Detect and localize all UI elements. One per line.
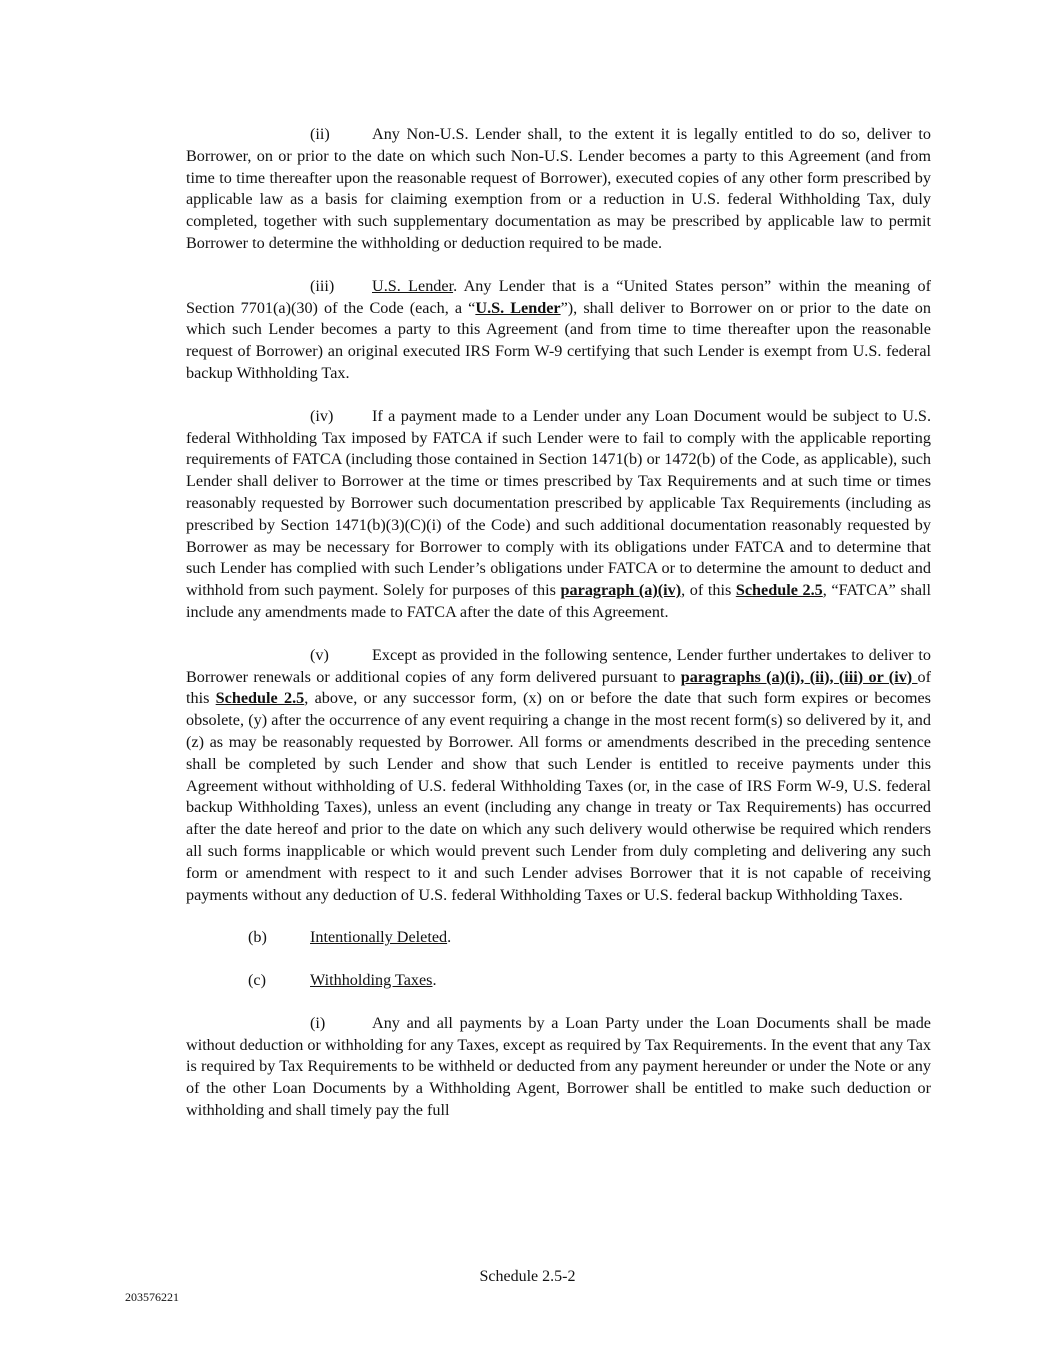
paragraph-a-v (186, 645, 931, 907)
clause-number: (c) (248, 971, 266, 990)
clause-text: ”), shall deliver to Borrower on or prior to the date on which such Lender becomes a party to this Agreement (and from time to time thereafter upon the reasonable request of Borrower) an original executed IRS Form W-9 certifying that such Lender is exempt from U.S. federal backup Withholding Tax. (186, 298, 931, 382)
clause-text: , “FATCA” shall include any amendments made to FATCA after the date of this Agreement. (186, 581, 932, 621)
clause-text: Any and all payments by a Loan Party under the Loan Documents shall be made without deduction or withholding for any Taxes, except as required by Tax Requirements. In the event that any Tax is required by Tax Requirements to be withheld or deducted from any payment hereunder or under the Note or any of the other Loan Documents by a Withholding Agent, Borrower shall be entitled to make such deduction or withholding and shall timely pay the full (186, 1013, 931, 1120)
clause-text: . Any Lender that is a “United States person” within the meaning of Section 7701(a)(30) of the Code (each, a “ (186, 276, 931, 317)
page-footer-label: Schedule 2.5-2 (479, 1268, 576, 1285)
clause-number: (v) (310, 645, 329, 664)
paragraph-a-iv (186, 406, 931, 624)
cross-reference: Schedule 2.5 (735, 581, 823, 600)
clause-text: Except as provided in the following sentence, Lender further undertakes to deliver to Borrower renewals or additional copies of any form delivered pursuant to (186, 645, 931, 686)
clause-heading: U.S. Lender (372, 276, 454, 295)
clause-heading: Intentionally Deleted (310, 928, 448, 947)
paragraph-b (248, 927, 931, 949)
document-body (186, 124, 931, 1143)
clause-text: of this (186, 667, 931, 708)
clause-text: . (432, 971, 437, 990)
clause-text: Any Non-U.S. Lender shall, to the extent it is legally entitled to do so, deliver to Borrower, on or prior to the date on which such Non-U.S. Lender becomes a party to this Agreement (and from time to time thereafter upon the reasonable request of Borrower), executed copies of any other form prescribed by applicable law as a basis for claiming exemption from or a reduction in U.S. federal Withholding Tax, duly completed, together with such supplementary documentation as may be prescribed by applicable law to permit Borrower to determine the withholding or deduction required to be made. (186, 125, 931, 252)
clause-text: If a payment made to a Lender under any Loan Document would be subject to U.S. federal Withholding Tax imposed by FATCA if such Lender were to fail to comply with the applicable reporting requirements of FATCA (including those contained in Section 1471(b) or 1472(b) of the Code, as applicable), such Lender shall deliver to Borrower at the time or times prescribed by Tax Requirements and at such time or times reasonably requested by Borrower such documentation prescribed by applicable Tax Requirements (including as prescribed by Section 1471(b)(3)(C)(i) of the Code) and such additional documentation reasonably requested by Borrower as may be necessary for Borrower to comply with its obligations under FATCA and to determine that such Lender has complied with such Lender’s obligations under FATCA or to determine the amount to deduct and withhold from such payment. Solely for purposes of this (186, 406, 931, 600)
paragraph-c-i (186, 1013, 931, 1122)
cross-reference: Schedule 2.5 (215, 689, 305, 708)
clause-text: , above, or any successor form, (x) on or before the date that such form expires or becomes obsolete, (y) after the occurrence of any event requiring a change in the most recent form(s) so delivered by it, and (z) as may be reasonably requested by Borrower. All forms or amendments described in the preceding sentence shall be completed by such Lender and show that such Lender is entitled to receive payments under this Agreement without withholding of U.S. federal Withholding Taxes (or, in the case of IRS Form W-9, U.S. federal backup Withholding Taxes), unless an event (including any change in treaty or Tax Requirements) has occurred after the date hereof and prior to the date on which any such delivery would otherwise be required which renders all such forms inapplicable or which would prevent such Lender from duly completing and delivering any such form or amendment with respect to it and such Lender advises Borrower that it is not capable of receiving payments without any deduction of U.S. federal Withholding Taxes or U.S. federal backup Withholding Taxes. (186, 689, 931, 904)
defined-term: U.S. Lender (475, 298, 561, 317)
cross-reference: paragraph (a)(iv) (560, 581, 682, 600)
paragraph-c (248, 970, 931, 992)
cross-reference: paragraphs (a)(i), (ii), (iii) or (iv) (680, 667, 918, 686)
clause-number: (ii) (310, 125, 330, 143)
clause-number: (i) (310, 1013, 326, 1032)
clause-number: (b) (248, 928, 267, 947)
document-id: 203576221 (125, 1290, 179, 1304)
paragraph-a-iii (186, 276, 931, 385)
clause-number: (iv) (310, 406, 334, 425)
clause-text: . (447, 928, 452, 947)
paragraph-a-ii (186, 124, 931, 255)
clause-heading: Withholding Taxes (310, 971, 433, 990)
clause-text: , of this (681, 581, 736, 600)
clause-number: (iii) (310, 276, 335, 295)
